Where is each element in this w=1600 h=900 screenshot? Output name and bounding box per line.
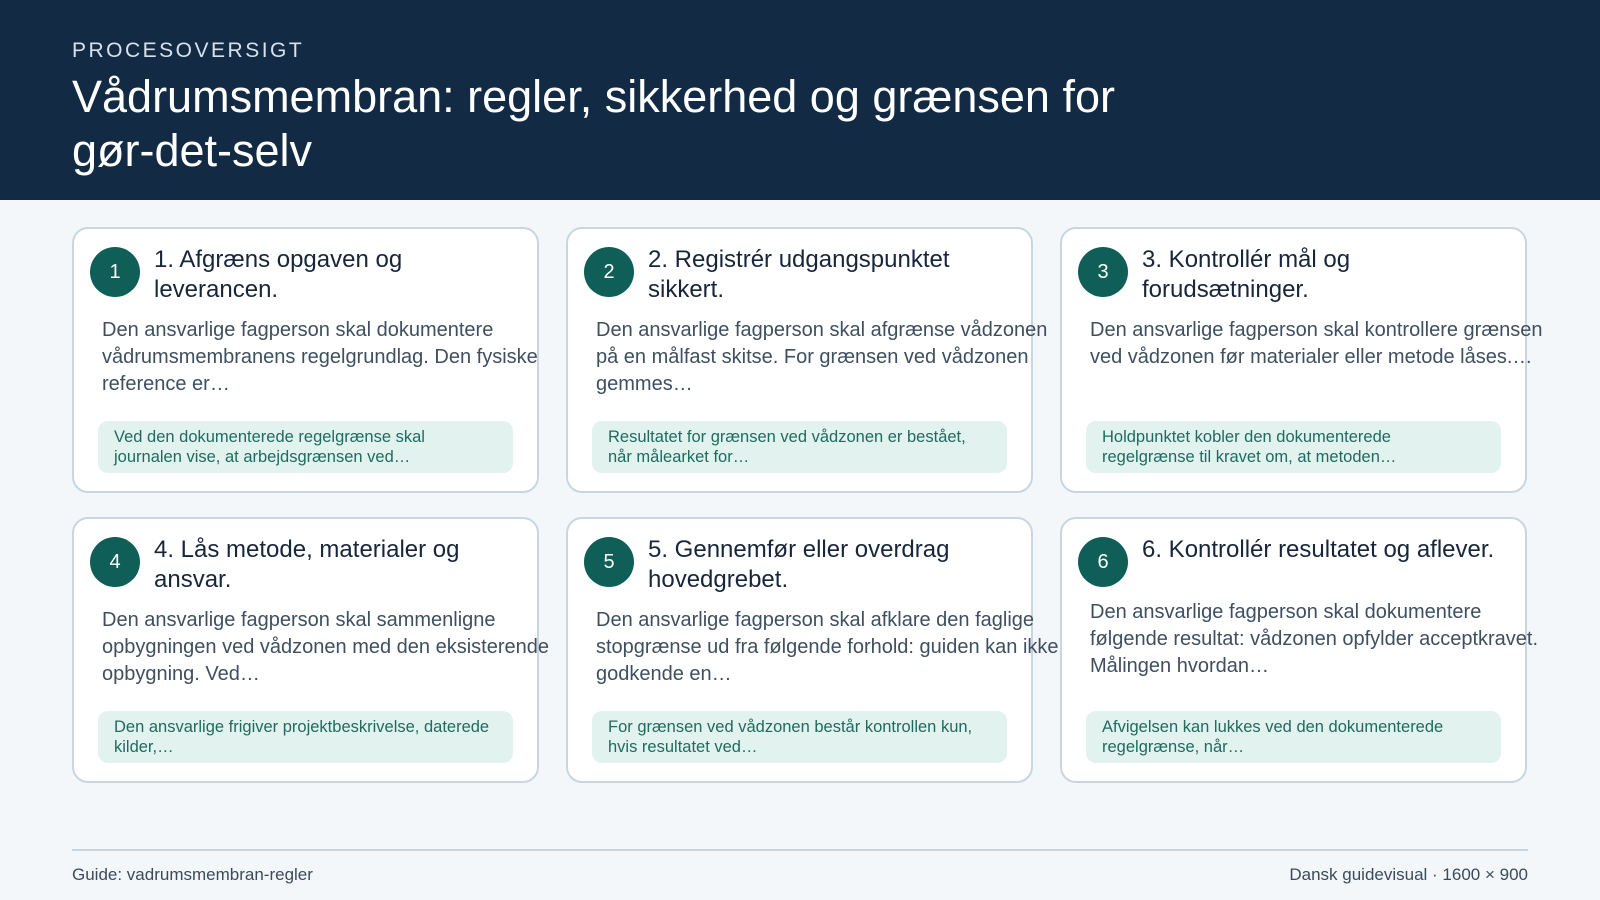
step-description: Den ansvarlige fagperson skal sammenligne opbygningen ved vådzonen med den eksisterende opbygning. Ved… <box>102 609 549 685</box>
process-grid <box>72 227 1543 783</box>
footer-guide-label: Guide: vadrumsmembran-regler <box>72 865 313 884</box>
step-number-badge: 1 <box>90 247 140 297</box>
step-description: Den ansvarlige fagperson skal dokumentere vådrumsmembranens regelgrundlag. Den fysiske reference er… <box>102 319 538 395</box>
step-title: 4. Lås metode, materialer og ansvar. <box>154 536 460 593</box>
step-number-badge: 3 <box>1078 247 1128 297</box>
step-title: 3. Kontrollér mål og forudsætninger. <box>1142 246 1351 303</box>
step-description: Den ansvarlige fagperson skal afklare den faglige stopgrænse ud fra følgende forhold: guiden kan ikke godkende en… <box>596 609 1059 685</box>
step-number-badge: 2 <box>584 247 634 297</box>
step-title: 2. Registrér udgangspunktet sikkert. <box>648 246 950 303</box>
header <box>0 0 1600 200</box>
step-card-6 <box>1060 517 1539 783</box>
step-note: Resultatet for grænsen ved vådzonen er bestået, når målearket for… <box>592 421 1007 473</box>
step-card-4 <box>72 517 549 783</box>
eyebrow: PROCESOVERSIGT <box>72 39 305 62</box>
step-card-2 <box>566 227 1048 493</box>
step-card-5 <box>566 517 1059 783</box>
step-description: Den ansvarlige fagperson skal dokumentere følgende resultat: vådzonen opfylder acceptkravet. Målingen hvordan… <box>1090 601 1539 677</box>
step-note: Ved den dokumenterede regelgrænse skal journalen vise, at arbejdsgrænsen ved… <box>98 421 513 473</box>
step-card-1 <box>72 227 539 493</box>
step-number-badge: 5 <box>584 537 634 587</box>
step-note: Holdpunktet kobler den dokumenterede regelgrænse til kravet om, at metoden… <box>1086 421 1501 473</box>
step-note: Den ansvarlige frigiver projektbeskrivelse, daterede kilder,… <box>98 711 513 763</box>
step-number-badge: 6 <box>1078 537 1128 587</box>
step-number-badge: 4 <box>90 537 140 587</box>
page-title: Vådrumsmembran: regler, sikkerhed og grænsen for gør-det-selv <box>72 71 1115 176</box>
step-description: Den ansvarlige fagperson skal kontrollere grænsen ved vådzonen før materialer eller metode låses.… <box>1090 319 1543 368</box>
step-title: 1. Afgræns opgaven og leverancen. <box>154 246 403 303</box>
step-note: Afvigelsen kan lukkes ved den dokumenterede regelgrænse, når… <box>1086 711 1501 763</box>
footer-divider <box>72 849 1528 851</box>
step-description: Den ansvarlige fagperson skal afgrænse vådzonen på en målfast skitse. For grænsen ved vådzonen gemmes… <box>596 319 1048 395</box>
step-note: For grænsen ved vådzonen består kontrollen kun, hvis resultatet ved… <box>592 711 1007 763</box>
step-card-3 <box>1060 227 1543 493</box>
footer-meta-label: Dansk guidevisual · 1600 × 900 <box>1289 865 1528 884</box>
step-title: 6. Kontrollér resultatet og aflever. <box>1142 536 1495 563</box>
step-title: 5. Gennemfør eller overdrag hovedgrebet. <box>648 536 950 593</box>
